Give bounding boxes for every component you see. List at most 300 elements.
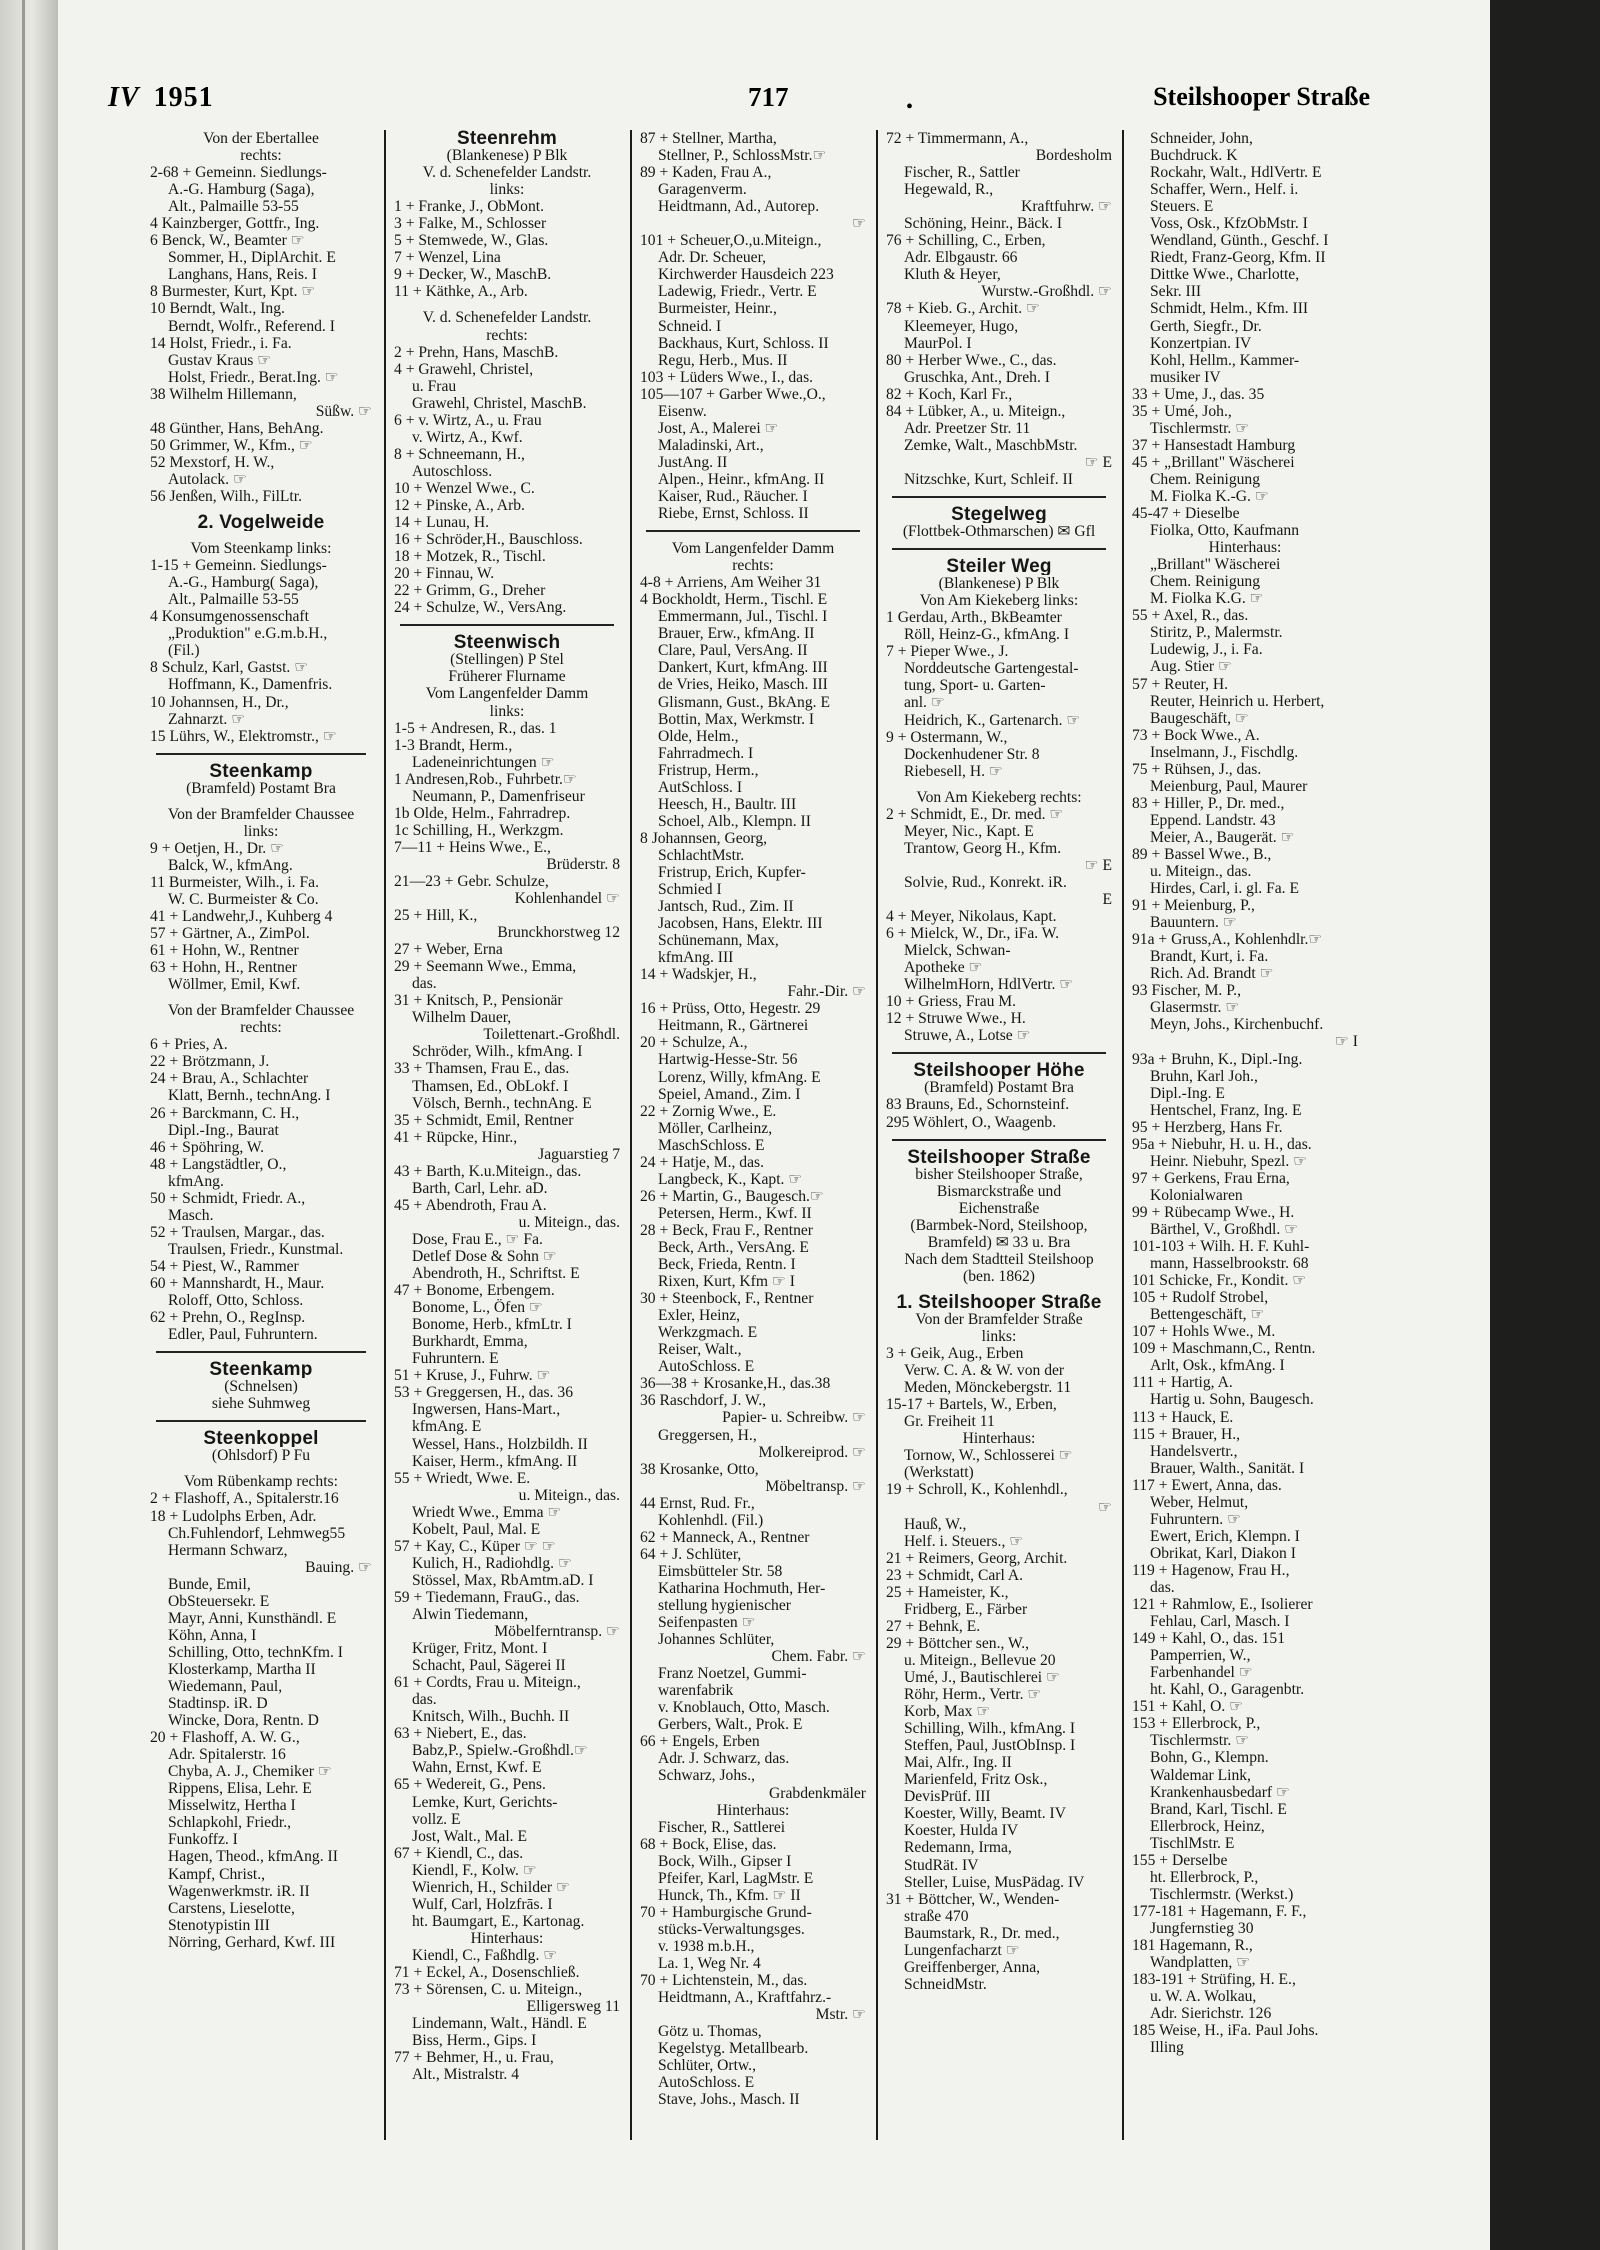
entry-line: Fristrup, Erich, Kupfer- xyxy=(658,863,806,881)
entry-line: Heidrich, K., Gartenarch. ☞ xyxy=(904,711,1081,729)
column-divider xyxy=(630,130,632,2140)
entry-line: Obrikat, Karl, Diakon I xyxy=(1150,1544,1296,1562)
entry-line: 8 Burmester, Kurt, Kpt. ☞ xyxy=(150,283,316,301)
entry-line: Kaiser, Rud., Räucher. I xyxy=(658,487,808,505)
entry-line: 2-68 + Gemeinn. Siedlungs- xyxy=(150,164,327,182)
entry-line: 28 + Beck, Frau F., Rentner xyxy=(640,1221,813,1239)
column-3 xyxy=(640,130,866,2140)
entry-line: Masch. xyxy=(168,1206,214,1224)
entry-line: Glismann, Gust., BkAng. E xyxy=(658,693,830,711)
entry-line: Kiendl, C., Faßhdlg. ☞ xyxy=(412,1946,558,1964)
entry-line: Gerth, Siegfr., Dr. xyxy=(1150,317,1262,335)
entry-line: Seifenpasten ☞ xyxy=(658,1614,756,1632)
entry-line: 15-17 + Bartels, W., Erben, xyxy=(886,1396,1057,1414)
entry-line: Maladinski, Art., xyxy=(658,436,764,454)
entry-line: 73 + Sörensen, C. u. Miteign., xyxy=(394,1981,583,1999)
entry-line: kfmAng. III xyxy=(658,949,734,967)
entry-line: Backhaus, Kurt, Schloss. II xyxy=(658,334,829,352)
entry-line: 9 + Ostermann, W., xyxy=(886,728,1008,746)
entry-line: Grawehl, Christel, MaschB. xyxy=(412,394,587,412)
separator-rule xyxy=(892,488,1106,498)
entry-line: Bärthel, V., Großhdl. ☞ xyxy=(1150,1221,1299,1238)
entry-line: ☞ xyxy=(1098,1498,1112,1516)
entry-line: 4 Kainzberger, Gottfr., Ing. xyxy=(150,215,320,233)
entry-line: 89 + Kaden, Frau A., xyxy=(640,164,772,182)
entry-line: Bonome, Herb., kfmLtr. I xyxy=(412,1316,572,1334)
entry-line: Wöllmer, Emil, Kwf. xyxy=(168,976,301,994)
entry-line: TischlMstr. E xyxy=(1150,1834,1235,1852)
section-label: Hinterhaus: xyxy=(962,1430,1036,1448)
section-label: Von der Bramfelder Straße xyxy=(915,1311,1083,1328)
entry-line: 10 Johannsen, H., Dr., xyxy=(150,693,289,711)
entry-line: Adr. Dr. Scheuer, xyxy=(658,249,767,267)
entry-line: JustAng. II xyxy=(658,453,728,471)
entry-line: Schmied I xyxy=(658,881,722,899)
entry-line: Götz u. Thomas, xyxy=(658,2023,762,2041)
entry-line: 64 + J. Schlüter, xyxy=(640,1545,742,1563)
entry-line: 55 + Axel, R., das. xyxy=(1132,607,1249,625)
entry-line: Umé, J., Bautischlerei ☞ xyxy=(904,1668,1061,1686)
entry-line: Fuhruntern. ☞ xyxy=(1150,1510,1242,1528)
entry-line: Tornow, W., Schlosserei ☞ xyxy=(904,1447,1073,1465)
entry-line: Kirchwerder Hausdeich 223 xyxy=(658,266,834,284)
entry-line: Möller, Carlheinz, xyxy=(658,1119,773,1137)
entry-line: Reuter, Heinrich u. Herbert, xyxy=(1150,692,1325,710)
entry-line: Alwin Tiedemann, xyxy=(412,1605,529,1623)
entry-line: 61 + Cordts, Frau u. Miteign., xyxy=(394,1674,581,1692)
entry-line: Brauer, Walth., Sanität. I xyxy=(1150,1459,1305,1477)
entry-line: 1-5 + Andresen, R., das. 1 xyxy=(394,719,557,737)
entry-line: Schöning, Heinr., Bäck. I xyxy=(904,215,1063,233)
entry-line: Kohlenhdl. (Fil.) xyxy=(658,1511,764,1529)
entry-line: Stave, Johs., Masch. II xyxy=(658,2091,800,2109)
entry-line: Knitsch, Wilh., Buchh. II xyxy=(412,1708,570,1726)
entry-line: Barth, Carl, Lehr. aD. xyxy=(412,1179,548,1197)
section-label: V. d. Schenefelder Landstr. xyxy=(422,164,592,182)
street-note: (Blankenese) P Blk xyxy=(446,147,568,165)
street-heading: 2. Vogelweide xyxy=(197,514,325,532)
entry-line: Mielck, Schwan- xyxy=(904,942,1011,960)
entry-line: Hunck, Th., Kfm. ☞ II xyxy=(658,1886,801,1904)
separator-rule xyxy=(156,1343,366,1353)
entry-line: Marienfeld, Fritz Osk., xyxy=(904,1771,1048,1789)
entry-line: Bettengeschäft, ☞ xyxy=(1150,1306,1265,1324)
entry-line: 177-181 + Hagemann, F. F., xyxy=(1132,1902,1307,1920)
spine-edge xyxy=(22,0,25,2250)
street-heading: Steenkoppel xyxy=(203,1430,319,1448)
street-heading: Steiler Weg xyxy=(946,558,1052,576)
entry-line: 295 Wöhlert, O., Waagenb. xyxy=(886,1113,1057,1131)
entry-line: 31 + Knitsch, P., Pensionär xyxy=(394,992,563,1010)
entry-line: Redemann, Irma, xyxy=(904,1839,1012,1857)
entry-line: Wessel, Hans., Holzbildh. II xyxy=(412,1435,588,1453)
entry-line: 4 + Meyer, Nikolaus, Kapt. xyxy=(886,908,1057,926)
section-label: V. d. Schenefelder Landstr. xyxy=(422,309,592,327)
entry-line: Chem. Fabr. ☞ xyxy=(771,1648,866,1666)
entry-line: v. 1938 m.b.H., xyxy=(658,1937,755,1955)
entry-line: Schneid. I xyxy=(658,317,722,335)
entry-line: 50 + Schmidt, Friedr. A., xyxy=(150,1189,306,1207)
entry-line: Greggersen, H., xyxy=(658,1426,757,1444)
entry-line: vollz. E xyxy=(412,1810,461,1828)
entry-line: Dose, Frau E., ☞ Fa. xyxy=(412,1230,543,1248)
entry-line: Schoel, Alb., Klempn. II xyxy=(658,812,811,830)
entry-line: Stellner, P., SchlossMstr.☞ xyxy=(658,147,827,165)
entry-line: u. Frau xyxy=(412,377,457,395)
entry-line: 33 + Ume, J., das. 35 xyxy=(1132,385,1265,403)
entry-line: Berndt, Wolfr., Referend. I xyxy=(168,317,335,335)
entry-line: Kleemeyer, Hugo, xyxy=(904,317,1019,335)
entry-line: Stössel, Max, RbAmtm.aD. I xyxy=(412,1571,594,1589)
entry-line: 62 + Prehn, O., RegInsp. xyxy=(150,1309,306,1327)
entry-line: 12 + Pinske, A., Arb. xyxy=(394,496,525,514)
entry-line: Fristrup, Herm., xyxy=(658,761,759,779)
entry-line: 43 + Barth, K.u.Miteign., das. xyxy=(394,1162,582,1180)
entry-line: Fahr.-Dir. ☞ xyxy=(787,983,866,1001)
entry-line: 10 + Wenzel Wwe., C. xyxy=(394,479,535,497)
entry-line: 14 + Wadskjer, H., xyxy=(640,966,757,984)
spacer xyxy=(886,780,1112,789)
entry-line: Reiser, Walt., xyxy=(658,1341,742,1359)
separator-rule xyxy=(400,616,614,626)
entry-line: 25 + Hill, K., xyxy=(394,907,478,925)
section-label: Von Am Kiekeberg rechts: xyxy=(916,788,1082,806)
entry-line: A.-G. Hamburg (Saga), xyxy=(168,181,315,199)
entry-line: 8 Johannsen, Georg, xyxy=(640,829,768,847)
entry-line: 63 + Hohn, H., Rentner xyxy=(150,959,297,977)
street-note: siehe Suhmweg xyxy=(211,1395,311,1413)
entry-line: 2 + Prehn, Hans, MaschB. xyxy=(394,343,559,361)
entry-line: Bunde, Emil, xyxy=(168,1575,251,1593)
entry-line: 11 + Käthke, A., Arb. xyxy=(394,283,528,301)
entry-line: 23 + Schmidt, Carl A. xyxy=(886,1566,1024,1584)
entry-line: Fridberg, E., Färber xyxy=(904,1600,1028,1618)
entry-line: 8 Schulz, Karl, Gastst. ☞ xyxy=(150,659,309,677)
entry-line: Tischlermstr. ☞ xyxy=(1150,419,1250,437)
entry-line: Mai, Alfr., Ing. II xyxy=(904,1754,1012,1772)
entry-line: 47 + Bonome, Erbengem. xyxy=(394,1282,555,1300)
section-label: rechts: xyxy=(240,1019,282,1037)
entry-line: Rixen, Kurt, Kfm ☞ I xyxy=(658,1273,795,1291)
entry-line: Schlüter, Ortw., xyxy=(658,2057,756,2075)
entry-line: Röll, Heinz-G., kfmAng. I xyxy=(904,626,1070,644)
entry-line: Rippens, Elisa, Lehr. E xyxy=(168,1780,312,1798)
street-note: (Bramfeld) Postamt Bra xyxy=(186,779,336,797)
entry-line: 62 + Manneck, A., Rentner xyxy=(640,1528,810,1546)
entry-line: 2 + Schmidt, E., Dr. med. ☞ xyxy=(886,805,1064,823)
entry-line: Struwe, A., Lotse ☞ xyxy=(904,1027,1031,1045)
entry-line: 11 Burmeister, Wilh., i. Fa. xyxy=(150,873,319,891)
entry-line: 36 Raschdorf, J. W., xyxy=(640,1392,767,1410)
entry-line: Apotheke ☞ xyxy=(904,959,983,977)
entry-line: 82 + Koch, Karl Fr., xyxy=(886,385,1013,403)
entry-line: Korb, Max ☞ xyxy=(904,1703,991,1721)
entry-line: Arlt, Osk., kfmAng. I xyxy=(1150,1357,1285,1375)
entry-line: Bohn, G., Klempn. xyxy=(1150,1749,1269,1767)
entry-line: 7 + Pieper Wwe., J. xyxy=(886,643,1009,661)
entry-line: 151 + Kahl, O. ☞ xyxy=(1132,1698,1244,1716)
entry-line: 99 + Rübecamp Wwe., H. xyxy=(1132,1203,1295,1221)
entry-line: Völsch, Bernh., technAng. E xyxy=(412,1094,592,1112)
entry-line: Jantsch, Rud., Zim. II xyxy=(658,898,794,916)
entry-line: Olde, Helm., xyxy=(658,727,739,745)
entry-line: Beck, Frieda, Rentn. I xyxy=(658,1256,796,1274)
entry-line: 22 + Grimm, G., Dreher xyxy=(394,582,546,600)
entry-line: 50 Grimmer, W., Kfm., ☞ xyxy=(150,436,313,454)
street-heading: Stegelweg xyxy=(951,505,1047,524)
section-label: links: xyxy=(243,822,279,840)
entry-line: Gr. Freiheit 11 xyxy=(904,1413,995,1431)
spacer xyxy=(150,1464,372,1473)
entry-line: v. Wirtz, A., Kwf. xyxy=(412,428,523,446)
entry-line: 78 + Kieb. G., Archit. ☞ xyxy=(886,300,1041,318)
entry-line: Sekr. III xyxy=(1150,283,1202,301)
entry-line: Kohl, Hellm., Kammer- xyxy=(1150,351,1300,369)
entry-line: Langbeck, K., Kapt. ☞ xyxy=(658,1170,803,1188)
entry-line: Schneider, John, xyxy=(1150,130,1253,147)
entry-line: 52 Mexstorf, H. W., xyxy=(150,453,275,471)
entry-line: Illing xyxy=(1150,2039,1184,2057)
entry-line: Burkhardt, Emma, xyxy=(412,1333,528,1351)
entry-line: Wincke, Dora, Rentn. D xyxy=(168,1712,319,1730)
entry-line: 70 + Hamburgische Grund- xyxy=(640,1903,812,1921)
entry-line: 38 Wilhelm Hillemann, xyxy=(150,385,297,403)
entry-line: 107 + Hohls Wwe., M. xyxy=(1132,1323,1276,1341)
entry-line: Adr. Sierichstr. 126 xyxy=(1150,2005,1272,2023)
entry-line: Koester, Willy, Beamt. IV xyxy=(904,1805,1067,1823)
street-heading: 1. Steilshooper Straße xyxy=(896,1293,1102,1311)
entry-line: A.-G., Hamburg( Saga), xyxy=(168,574,319,592)
entry-line: Molkereiprod. ☞ xyxy=(758,1443,866,1461)
separator-rule xyxy=(892,1044,1106,1054)
entry-line: Jost, Walt., Mal. E xyxy=(412,1827,527,1845)
entry-line: Hentschel, Franz, Ing. E xyxy=(1150,1101,1302,1119)
entry-line: Ellerbrock, Heinz, xyxy=(1150,1817,1265,1835)
entry-line: Exler, Heinz, xyxy=(658,1307,741,1325)
entry-line: „Produktion" e.G.m.b.H., xyxy=(168,625,328,643)
entry-line: Dipl.-Ing., Baurat xyxy=(168,1121,279,1139)
entry-line: Kampf, Christ., xyxy=(168,1865,266,1883)
entry-line: Wandplatten, ☞ xyxy=(1150,1954,1251,1972)
entry-line: 15 Lührs, W., Elektromstr., ☞ xyxy=(150,727,337,745)
entry-line: 67 + Kiendl, C., das. xyxy=(394,1844,524,1862)
entry-line: 45 + „Brillant" Wäscherei xyxy=(1132,453,1295,471)
entry-line: 20 + Schulze, A., xyxy=(640,1034,748,1052)
entry-line: Fischer, R., Sattlerei xyxy=(658,1818,786,1836)
entry-line: Lorenz, Willy, kfmAng. E xyxy=(658,1068,821,1086)
entry-line: Balck, W., kfmAng. xyxy=(168,856,293,874)
street-note: Bramfeld) ✉ 33 u. Bra xyxy=(927,1233,1071,1251)
street-note: Bismarckstraße und xyxy=(936,1182,1062,1200)
entry-line: 80 + Herber Wwe., C., das. xyxy=(886,351,1057,369)
section-label: rechts: xyxy=(732,557,774,575)
entry-line: Schröder, Wilh., kfmAng. I xyxy=(412,1043,583,1061)
entry-line: MaurPol. I xyxy=(904,334,972,352)
entry-line: ☞ E xyxy=(1084,856,1112,874)
entry-line: Bottin, Max, Werkmstr. I xyxy=(658,710,815,728)
street-note: (Schnelsen) xyxy=(224,1378,298,1396)
entry-line: Petersen, Herm., Kwf. II xyxy=(658,1204,812,1222)
entry-line: Jaguarstieg 7 xyxy=(538,1145,620,1163)
entry-line: 33 + Thamsen, Frau E., das. xyxy=(394,1060,570,1078)
entry-line: 48 Günther, Hans, BehAng. xyxy=(150,419,324,437)
entry-line: Wendland, Günth., Geschf. I xyxy=(1150,232,1329,250)
page-number: 717 xyxy=(748,82,789,112)
entry-line: Detlef Dose & Sohn ☞ xyxy=(412,1248,557,1265)
section-label: Vom Langenfelder Damm xyxy=(671,540,835,558)
entry-line: Dockenhudener Str. 8 xyxy=(904,745,1040,763)
entry-line: 59 + Tiedemann, FrauG., das. xyxy=(394,1588,580,1606)
entry-line: Bock, Wilh., Gipser I xyxy=(658,1852,792,1870)
section-label: Vom Langenfelder Damm xyxy=(425,685,589,703)
entry-line: Kegelstyg. Metallbearb. xyxy=(658,2040,809,2058)
street-heading: Steenwisch xyxy=(453,634,561,652)
entry-line: DevisPrüf. III xyxy=(904,1788,991,1806)
entry-line: 45 + Abendroth, Frau A. xyxy=(394,1196,547,1214)
entry-line: 8 + Schneemann, H., xyxy=(394,445,525,463)
entry-line: Kiendl, F., Kolw. ☞ xyxy=(412,1861,537,1879)
entry-line: 16 + Schröder,H., Bauschloss. xyxy=(394,531,583,549)
entry-line: StudRät. IV xyxy=(904,1856,979,1874)
entry-line: 4 Konsumgenossenschaft xyxy=(150,608,309,626)
entry-line: 24 + Brau, A., Schlachter xyxy=(150,1070,309,1088)
entry-line: Edler, Paul, Fuhruntern. xyxy=(168,1326,318,1344)
entry-line: Sommer, H., DiplArchit. E xyxy=(168,249,336,267)
entry-line: 21 + Reimers, Georg, Archit. xyxy=(886,1549,1068,1567)
entry-line: 115 + Brauer, H., xyxy=(1132,1425,1241,1443)
entry-line: u. Miteign., das. xyxy=(1150,863,1252,881)
entry-line: 153 + Ellerbrock, P., xyxy=(1132,1715,1261,1733)
entry-line: 18 + Ludolphs Erben, Adr. xyxy=(150,1507,317,1525)
entry-line: Chem. Reinigung xyxy=(1150,573,1261,591)
entry-line: u. Miteign., das. xyxy=(518,1486,620,1504)
entry-line: 95a + Niebuhr, H. u. H., das. xyxy=(1132,1135,1312,1153)
entry-line: stücks-Verwaltungsges. xyxy=(658,1920,805,1938)
entry-line: Tischlermstr. (Werkst.) xyxy=(1150,1885,1294,1903)
entry-line: 26 + Martin, G., Baugesch.☞ xyxy=(640,1187,824,1205)
entry-line: tung, Sport- u. Garten- xyxy=(904,677,1046,695)
entry-line: 3 + Geik, Aug., Erben xyxy=(886,1345,1024,1363)
entry-line: 38 Krosanke, Otto, xyxy=(640,1460,759,1478)
entry-line: Hagen, Theod., kfmAng. II xyxy=(168,1848,338,1866)
entry-line: Mstr. ☞ xyxy=(815,2006,866,2024)
entry-line: Funkoffz. I xyxy=(168,1831,238,1849)
entry-line: Heidtmann, A., Kraftfahrz.- xyxy=(658,1989,832,2007)
entry-line: Riebe, Ernst, Schloss. II xyxy=(658,505,809,523)
entry-line: Schlapkohl, Friedr., xyxy=(168,1814,292,1832)
entry-line: 121 + Rahmlow, E., Isolierer xyxy=(1132,1596,1313,1614)
section-label: Hinterhaus: xyxy=(1208,539,1282,557)
entry-line: 117 + Ewert, Anna, das. xyxy=(1132,1476,1282,1494)
entry-line: 1 Andresen,Rob., Fuhrbetr.☞ xyxy=(394,770,577,788)
entry-line: 1c Schilling, H., Werkzgm. xyxy=(394,821,564,839)
entry-line: AutoSchloss. E xyxy=(658,1358,755,1376)
entry-line: 55 + Wriedt, Wwe. E. xyxy=(394,1469,531,1487)
entry-line: 155 + Derselbe xyxy=(1132,1851,1228,1869)
section-label: Von der Bramfelder Chaussee xyxy=(167,1002,355,1020)
entry-line: Hauß, W., xyxy=(904,1515,967,1533)
entry-line: 19 + Schroll, K., Kohlenhdl., xyxy=(886,1481,1068,1499)
entry-line: Kolonialwaren xyxy=(1150,1186,1243,1204)
entry-line: Meyn, Johs., Kirchenbuchf. xyxy=(1150,1016,1324,1034)
entry-line: (Werkstatt) xyxy=(904,1464,974,1482)
entry-line: Emmermann, Jul., Tischl. I xyxy=(658,608,828,626)
entry-line: 1 Gerdau, Arth., BkBeamter xyxy=(886,609,1062,627)
entry-line: Dipl.-Ing. E xyxy=(1150,1084,1225,1102)
entry-line: u. W. A. Wolkau, xyxy=(1150,1988,1257,2006)
section-label: Von der Bramfelder Chaussee xyxy=(167,805,355,823)
entry-line: ☞ E xyxy=(1084,453,1112,471)
entry-line: 1-15 + Gemeinn. Siedlungs- xyxy=(150,557,327,575)
entry-line: 1 + Franke, J., ObMont. xyxy=(394,198,544,216)
street-note: (Stellingen) P Stel xyxy=(450,651,564,669)
entry-line: Garagenverm. xyxy=(658,181,747,199)
entry-line: Trantow, Georg H., Kfm. xyxy=(904,839,1062,857)
section-label: Vom Rübenkamp rechts: xyxy=(184,1473,338,1491)
entry-line: Jost, A., Malerei ☞ xyxy=(658,419,779,437)
column-5 xyxy=(1132,130,1358,2140)
entry-line: Adr. Spitalerstr. 16 xyxy=(168,1746,286,1764)
entry-line: 10 Berndt, Walt., Ing. xyxy=(150,300,285,318)
entry-line: Dankert, Kurt, kfmAng. III xyxy=(658,659,828,677)
entry-line: 20 + Finnau, W. xyxy=(394,565,495,583)
entry-line: 109 + Maschmann,C., Rentn. xyxy=(1132,1340,1316,1358)
separator-rule xyxy=(892,540,1106,550)
entry-line: 4 + Grawehl, Christel, xyxy=(394,360,534,378)
entry-line: Steffen, Paul, JustObInsp. I xyxy=(904,1737,1076,1755)
entry-line: 22 + Zornig Wwe., E. xyxy=(640,1102,777,1120)
entry-line: 61 + Hohn, W., Rentner xyxy=(150,942,299,960)
entry-line: 4 Bockholdt, Herm., Tischl. E xyxy=(640,591,828,609)
column-divider xyxy=(876,130,878,2140)
entry-line: anl. ☞ xyxy=(904,694,945,712)
entry-line: Fuhruntern. E xyxy=(412,1350,499,1368)
entry-line: Mayr, Anni, Kunsthändl. E xyxy=(168,1609,337,1627)
entry-line: Riebesell, H. ☞ xyxy=(904,762,1003,780)
entry-line: Schilling, Otto, technKfm. I xyxy=(168,1643,343,1661)
street-note: Früherer Flurname xyxy=(448,668,566,686)
entry-line: Jacobsen, Hans, Elektr. III xyxy=(658,915,823,933)
entry-line: Ch.Fuhlendorf, Lehmweg55 xyxy=(168,1524,346,1542)
entry-line: Köhn, Anna, I xyxy=(168,1626,257,1644)
entry-line: Meienburg, Paul, Maurer xyxy=(1150,777,1308,795)
street-heading: Steenrehm xyxy=(456,130,557,148)
entry-line: Tischlermstr. ☞ xyxy=(1150,1732,1250,1750)
entry-line: 57 + Gärtner, A., ZimPol. xyxy=(150,925,310,943)
entry-line: 29 + Böttcher sen., W., xyxy=(886,1634,1030,1652)
entry-line: Thamsen, Ed., ObLokf. I xyxy=(412,1077,569,1095)
entry-line: La. 1, Weg Nr. 4 xyxy=(658,1954,761,1972)
entry-line: Schaffer, Wern., Helf. i. xyxy=(1150,181,1299,199)
entry-line: Krüger, Fritz, Mont. I xyxy=(412,1640,548,1658)
entry-line: 66 + Engels, Erben xyxy=(640,1733,760,1751)
entry-line: 183-191 + Strüfing, H. E., xyxy=(1132,1971,1296,1989)
entry-line: Misselwitz, Hertha I xyxy=(168,1797,296,1815)
entry-line: ObSteuersekr. E xyxy=(168,1592,270,1610)
section-label: rechts: xyxy=(486,326,528,344)
entry-line: Röhr, Herm., Vertr. ☞ xyxy=(904,1686,1042,1704)
entry-line: 84 + Lübker, A., u. Miteign., xyxy=(886,402,1066,420)
entry-line: u. Miteign., das. xyxy=(518,1213,620,1231)
entry-line: Aug. Stier ☞ xyxy=(1150,658,1232,676)
entry-line: 149 + Kahl, O., das. 151 xyxy=(1132,1630,1286,1648)
entry-line: 6 + v. Wirtz, A., u. Frau xyxy=(394,411,542,429)
entry-line: Fahrradmech. I xyxy=(658,744,754,762)
year-label: 1951 xyxy=(153,82,214,113)
entry-line: 31 + Böttcher, W., Wenden- xyxy=(886,1890,1060,1908)
entry-line: Bruhn, Karl Joh., xyxy=(1150,1067,1258,1085)
entry-line: Stenotypistin III xyxy=(168,1916,270,1934)
